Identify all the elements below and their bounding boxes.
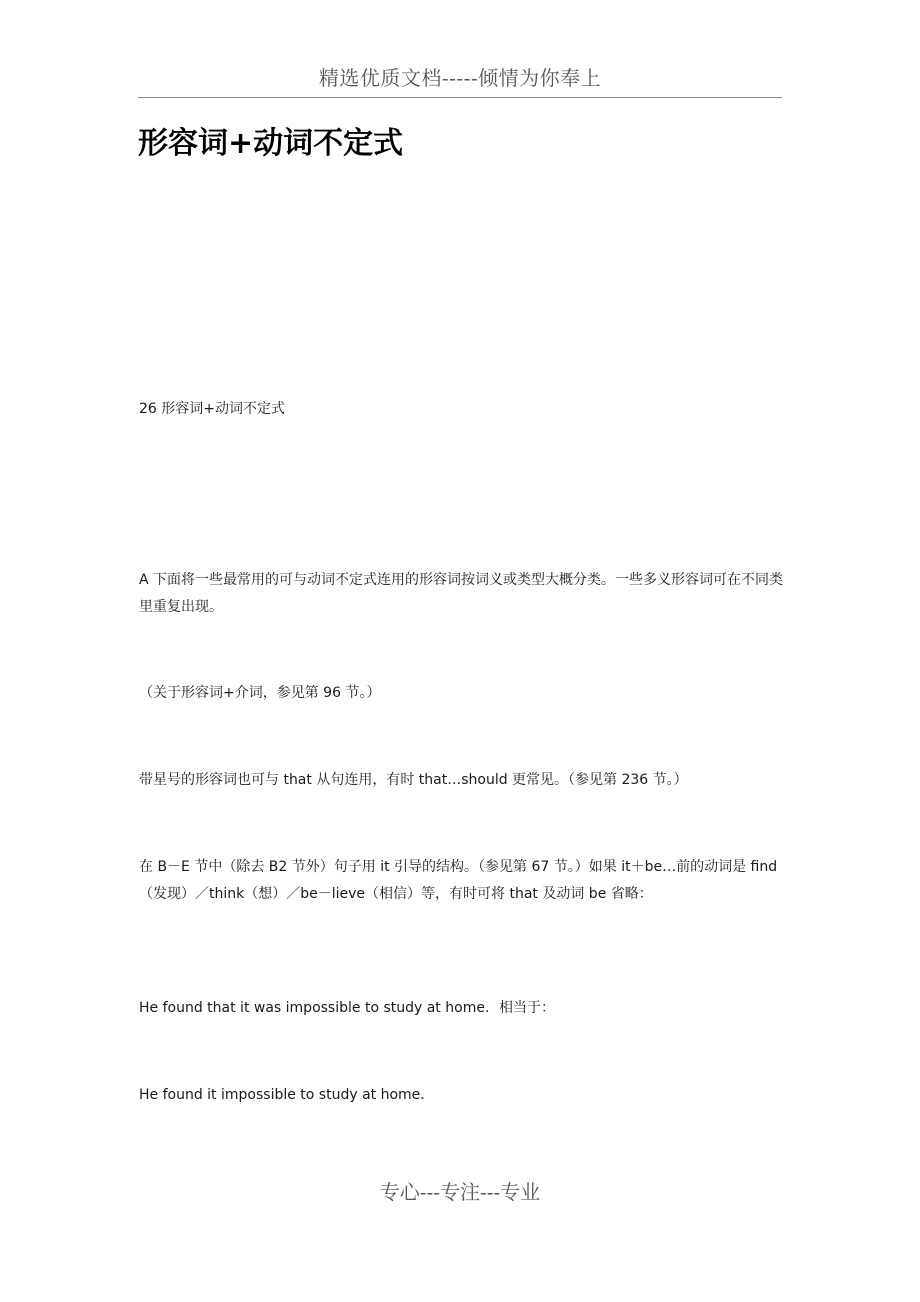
paragraph-note: （关于形容词+介词，参见第 96 节。） — [139, 685, 381, 701]
section-heading: 26 形容词+动词不定式 — [139, 401, 285, 417]
page-footer: 专心---专注---专业 — [379, 1180, 541, 1204]
header-divider — [138, 97, 782, 98]
document-title: 形容词+动词不定式 — [138, 126, 404, 161]
paragraph-it-structure: 在 B－E 节中（除去 B2 节外）句子用 it 引导的结构。（参见第 67 节。）如果 it＋be…前的动词是 find（发现）／think（想）／be－lieve（相信）等，有时可将 that 及动词 be 省略： — [139, 859, 778, 902]
page-header: 精选优质文档-----倾情为你奉上 — [318, 66, 602, 90]
paragraph-intro: A 下面将一些最常用的可与动词不定式连用的形容词按词义或类型大概分类。一些多义形容词可在不同类里重复出现。 — [139, 572, 784, 615]
example-sentence-2: He found it impossible to study at home． — [139, 1087, 435, 1103]
paragraph-starred: 带星号的形容词也可与 that 从句连用，有时 that…should 更常见。（参见第 236 节。） — [139, 772, 688, 788]
example-sentence-1: He found that it was impossible to study at home．相当于： — [139, 1000, 555, 1016]
